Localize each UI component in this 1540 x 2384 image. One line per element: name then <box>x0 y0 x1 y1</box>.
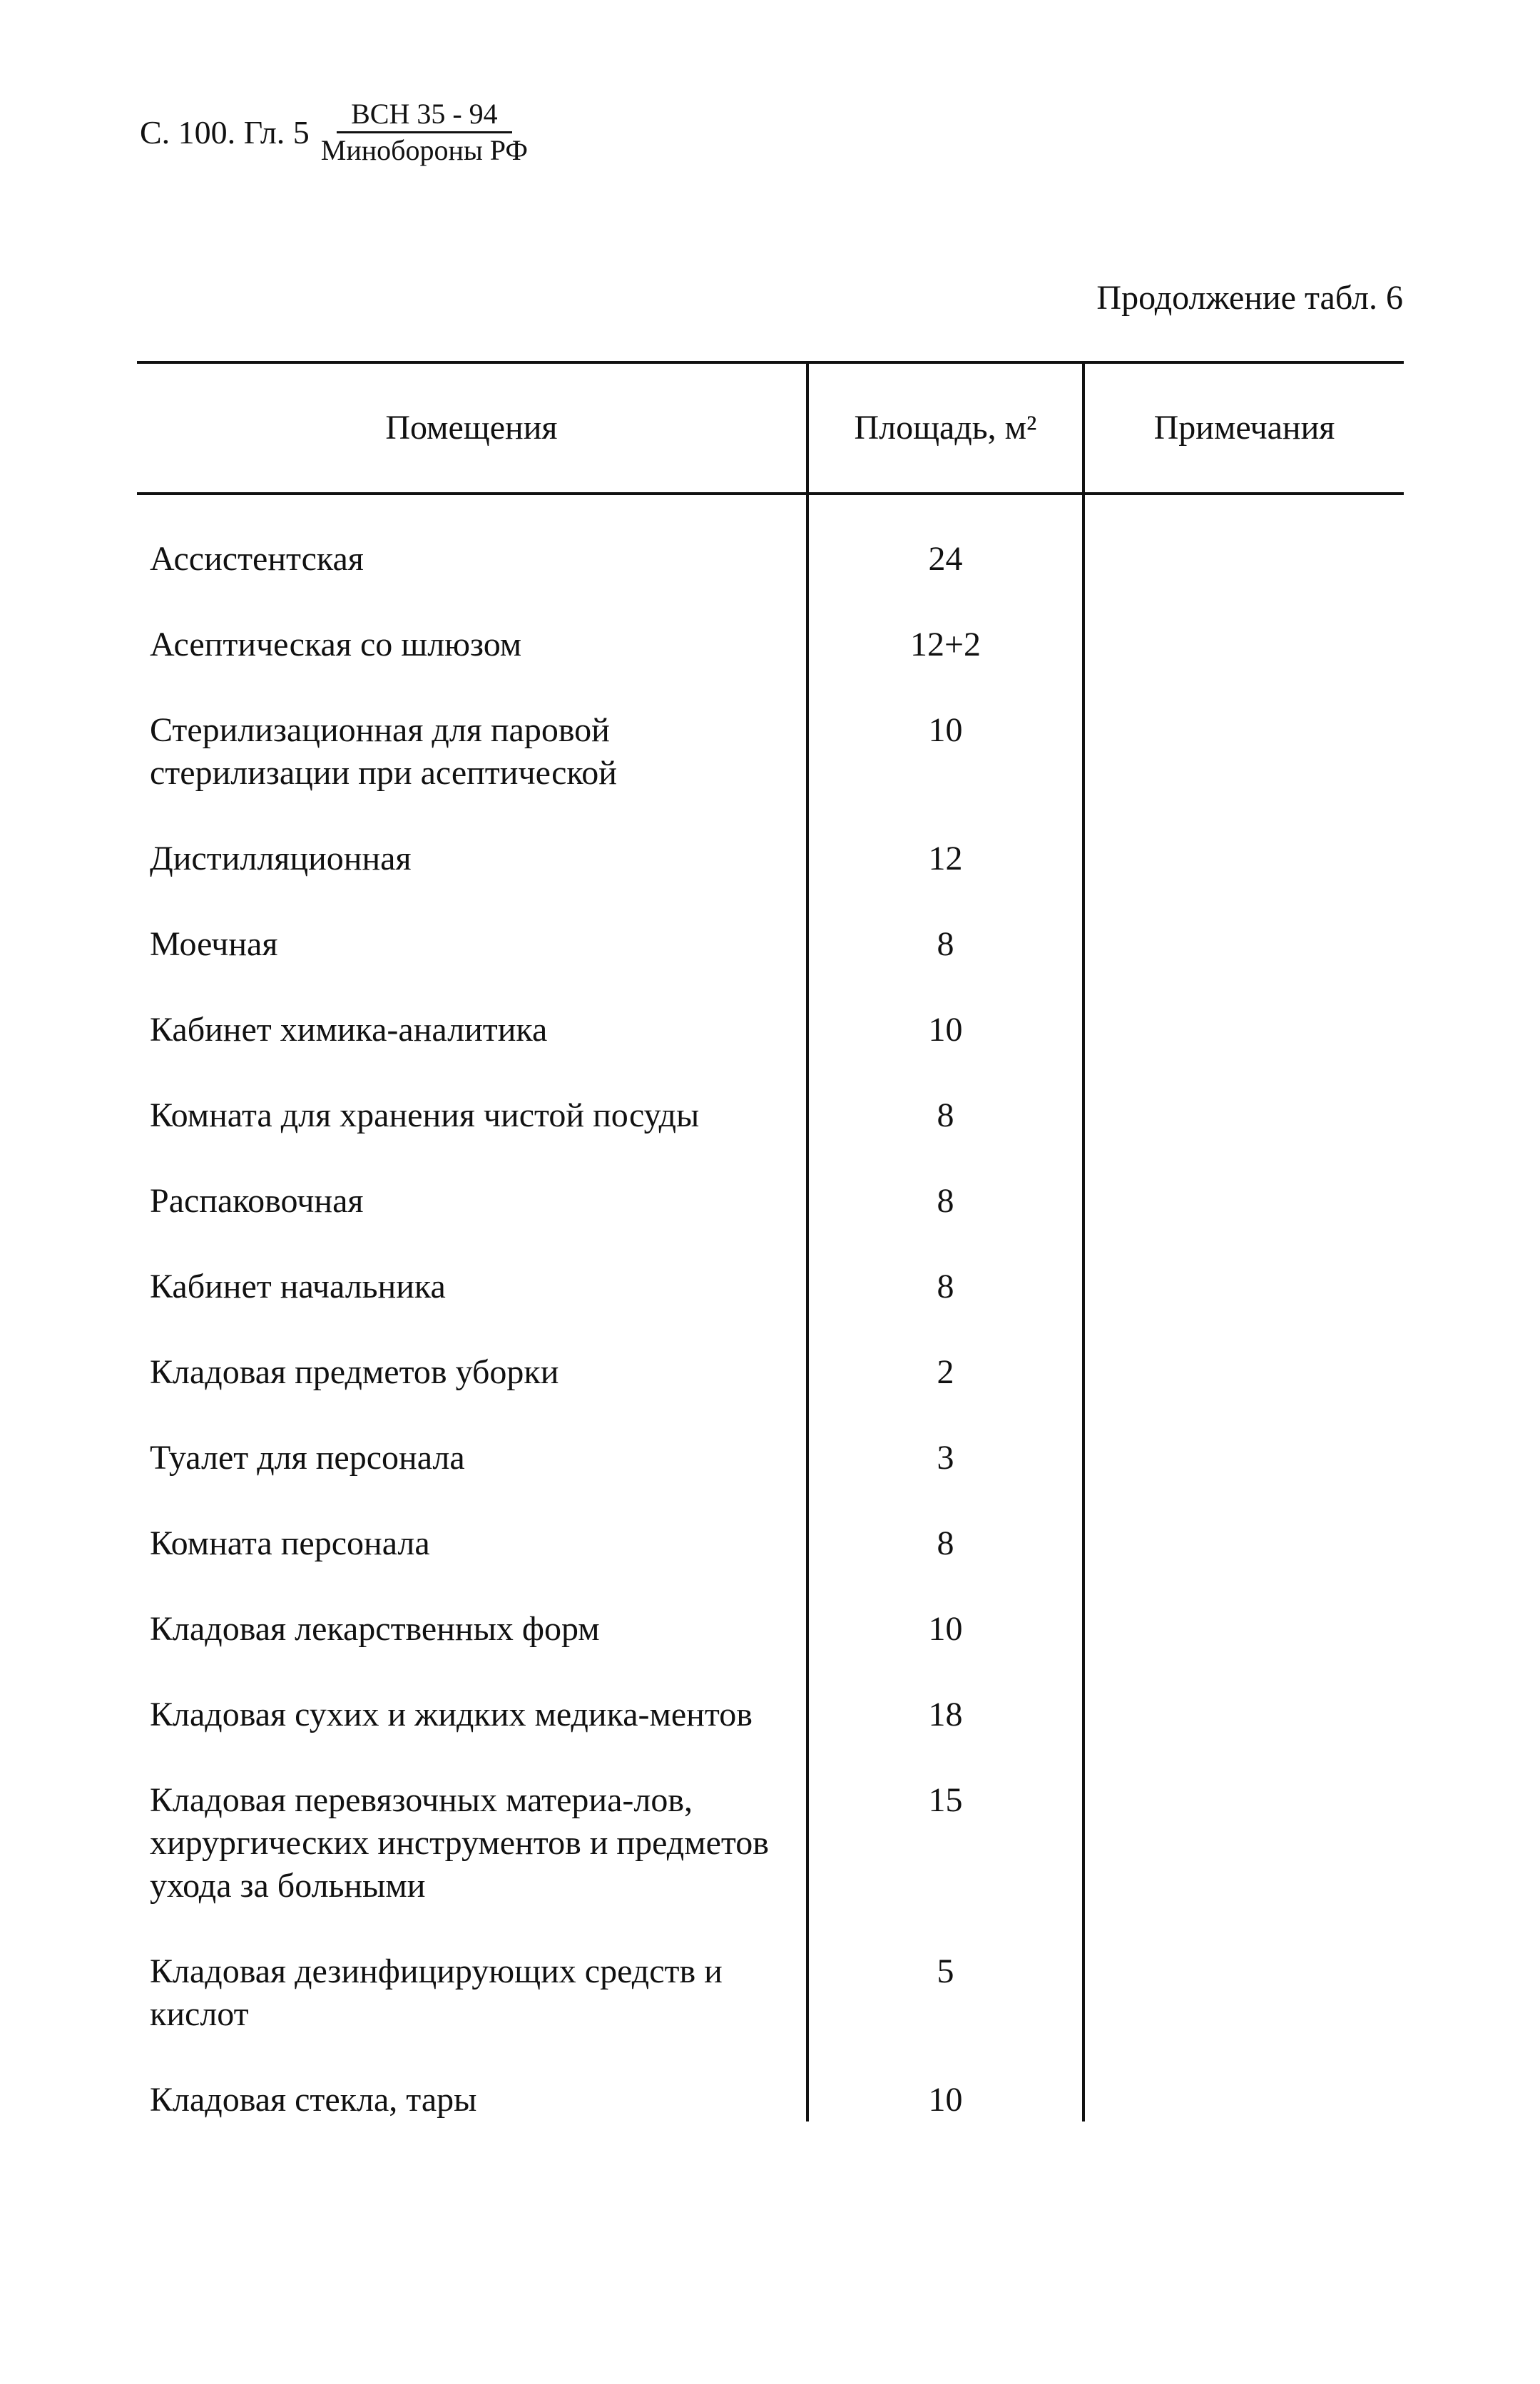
room-area-cell: 10 <box>806 709 1082 837</box>
room-area-cell: 12 <box>806 837 1082 923</box>
table-row <box>137 1094 1404 1180</box>
room-note-cell <box>1082 1009 1404 1094</box>
column-header-area: Площадь, м² <box>806 364 1082 492</box>
room-area-cell: 18 <box>806 1693 1082 1779</box>
document-code-number: ВСН 35 - 94 <box>337 100 512 133</box>
table-row <box>137 2079 1404 2121</box>
room-name-cell: Кладовая стекла, тары <box>150 2081 477 2119</box>
room-area-cell: 10 <box>806 2079 1082 2121</box>
table-row <box>137 1950 1404 2079</box>
room-area-cell: 10 <box>806 1009 1082 1094</box>
table-row <box>137 837 1404 923</box>
room-area-cell: 8 <box>806 1522 1082 1608</box>
page-reference: С. 100. Гл. 5 <box>140 113 310 151</box>
room-name-cell: Кладовая перевязочных материа-лов, хирургических инструментов и предметов ухода за больными <box>150 1781 769 1905</box>
room-area-cell: 3 <box>806 1437 1082 1522</box>
room-note-cell <box>1082 1094 1404 1180</box>
running-header <box>140 100 528 165</box>
room-note-cell <box>1082 1180 1404 1265</box>
room-area-cell: 24 <box>806 538 1082 623</box>
room-name-cell: Дистилляционная <box>150 840 412 877</box>
table-continuation-label: Продолжение табл. 6 <box>1096 279 1403 317</box>
room-area-cell: 2 <box>806 1351 1082 1437</box>
room-note-cell <box>1082 709 1404 837</box>
table-row <box>137 1437 1404 1522</box>
document-code-issuer: Минобороны РФ <box>320 134 528 166</box>
document-code <box>321 100 528 165</box>
room-area-cell: 8 <box>806 923 1082 1009</box>
room-note-cell <box>1082 1608 1404 1693</box>
room-note-cell <box>1082 923 1404 1009</box>
table-row <box>137 1265 1404 1351</box>
room-area-cell: 12+2 <box>806 623 1082 709</box>
room-name-cell: Асептическая со шлюзом <box>150 626 522 663</box>
room-area-cell: 10 <box>806 1608 1082 1693</box>
column-header-rooms: Помещения <box>385 409 558 447</box>
room-name-cell: Распаковочная <box>150 1182 364 1220</box>
table-row <box>137 623 1404 709</box>
room-name-cell: Кладовая лекарственных форм <box>150 1610 600 1648</box>
room-name-cell: Кладовая сухих и жидких медика-ментов <box>150 1696 753 1733</box>
room-note-cell <box>1082 1950 1404 2079</box>
room-area-cell: 8 <box>806 1265 1082 1351</box>
room-name-cell: Кладовая дезинфицирующих средств и кислот <box>150 1952 723 2033</box>
room-name-cell: Комната персонала <box>150 1524 430 1562</box>
room-name-cell: Туалет для персонала <box>150 1439 465 1477</box>
table-body-top-spacer <box>137 495 1404 538</box>
table-header-row <box>137 364 1404 492</box>
room-note-cell <box>1082 623 1404 709</box>
table-row <box>137 1608 1404 1693</box>
table-row <box>137 709 1404 837</box>
column-header-notes: Примечания <box>1082 364 1404 492</box>
table-row <box>137 1779 1404 1950</box>
table-row <box>137 538 1404 623</box>
table-row <box>137 1351 1404 1437</box>
room-note-cell <box>1082 1522 1404 1608</box>
table-row <box>137 1693 1404 1779</box>
table-row <box>137 1180 1404 1265</box>
room-note-cell <box>1082 538 1404 623</box>
room-name-cell: Ассистентская <box>150 540 364 578</box>
room-name-cell: Комната для хранения чистой посуды <box>150 1096 700 1134</box>
table-row <box>137 1009 1404 1094</box>
room-name-cell: Кабинет начальника <box>150 1268 446 1305</box>
room-note-cell <box>1082 1351 1404 1437</box>
room-name-cell: Кладовая предметов уборки <box>150 1353 559 1391</box>
room-note-cell <box>1082 1265 1404 1351</box>
room-name-cell: Моечная <box>150 925 278 963</box>
room-note-cell <box>1082 1779 1404 1950</box>
room-area-cell: 5 <box>806 1950 1082 2079</box>
room-note-cell <box>1082 837 1404 923</box>
room-area-cell: 8 <box>806 1180 1082 1265</box>
room-note-cell <box>1082 2079 1404 2121</box>
room-area-cell: 15 <box>806 1779 1082 1950</box>
room-name-cell: Кабинет химика-аналитика <box>150 1011 548 1049</box>
table-row <box>137 923 1404 1009</box>
room-name-cell: Стерилизационная для паровой стерилизации при асептической <box>150 711 617 792</box>
room-note-cell <box>1082 1437 1404 1522</box>
room-area-cell: 8 <box>806 1094 1082 1180</box>
rooms-table <box>137 361 1404 2121</box>
table-body <box>137 495 1404 2121</box>
table-row <box>137 1522 1404 1608</box>
room-note-cell <box>1082 1693 1404 1779</box>
